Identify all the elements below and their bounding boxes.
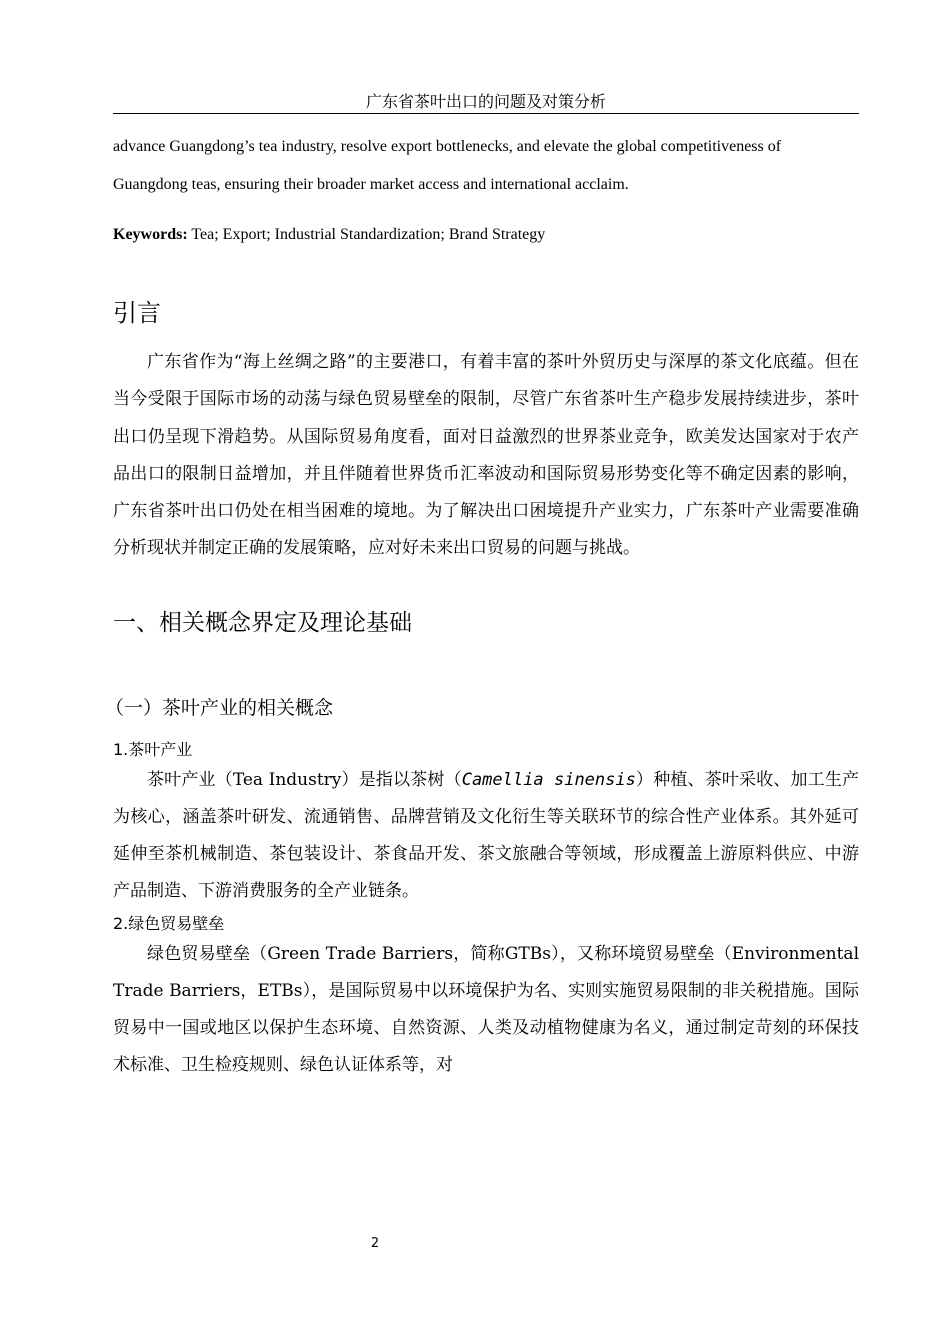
keywords-label: Keywords: [113, 226, 188, 243]
item-2-paragraph: 绿色贸易壁垒（Green Trade Barriers，简称GTBs），又称环境贸易壁垒（Environmental Trade Barriers，ETBs），是国际贸易中以环境保护为名、实则实施贸易限制的非关税措施。国际贸易中一国或地区以保护生态环境、自然资源、人类及动植物健康为名义，通过制定苛刻的环保技术标准、卫生检疫规则、绿色认证体系等，对 [113, 943, 859, 1075]
item-1-text-b: ）种植、茶叶采收、加工生产为核心，涵盖茶叶研发、流通销售、品牌营销及文化衍生等关联环节的综合性产业体系。其外延可延伸至茶机械制造、茶包装设计、茶食品开发、茶文旅融合等领域，形成覆盖上游原料供应、中游产品制造、下游消费服务的全产业链条。 [113, 769, 860, 901]
intro-paragraph: 广东省作为“海上丝绸之路”的主要港口，有着丰富的茶叶外贸历史与深厚的茶文化底蕴。但在当今受限于国际市场的动荡与绿色贸易壁垒的限制，尽管广东省茶叶生产稳步发展持续进步，茶叶出口仍呈现下滑趋势。从国际贸易角度看，面对日益激烈的世界茶业竞争，欧美发达国家对于农产品出口的限制日益增加，并且伴随着世界货币汇率波动和国际贸易形势变化等不确定因素的影响，广东省茶叶出口仍处在相当困难的境地。为了解决出口困境提升产业实力，广东茶叶产业需要准确分析现状并制定正确的发展策略，应对好未来出口贸易的问题与挑战。 [113, 352, 859, 559]
item-1-text-a: 茶叶产业（Tea Industry）是指以茶树（ [147, 769, 462, 790]
subsection-1-heading: （一）茶叶产业的相关概念 [105, 696, 334, 719]
item-1-text-italic: Camellia sinensis [461, 769, 636, 790]
page-number: 2 [370, 1236, 380, 1251]
abstract-continuation: advance Guangdong’s tea industry, resolve export bottlenecks, and elevate the global competitiveness of Guangdong teas, ensuring their broader market access and international acclaim. [113, 138, 782, 193]
header-rule [113, 113, 859, 114]
keywords-text: Tea; Export; Industrial Standardization; Brand Strategy [187, 226, 546, 243]
keywords-line [113, 222, 859, 248]
running-header: 广东省茶叶出口的问题及对策分析 [365, 92, 606, 111]
item-1-paragraph [113, 762, 859, 910]
page-content [105, 128, 860, 1084]
item-1-heading: 1.茶叶产业 [113, 739, 193, 759]
section-1-heading: 一、相关概念界定及理论基础 [113, 609, 412, 636]
item-2-heading: 2.绿色贸易壁垒 [113, 913, 225, 933]
intro-heading: 引言 [113, 299, 161, 327]
